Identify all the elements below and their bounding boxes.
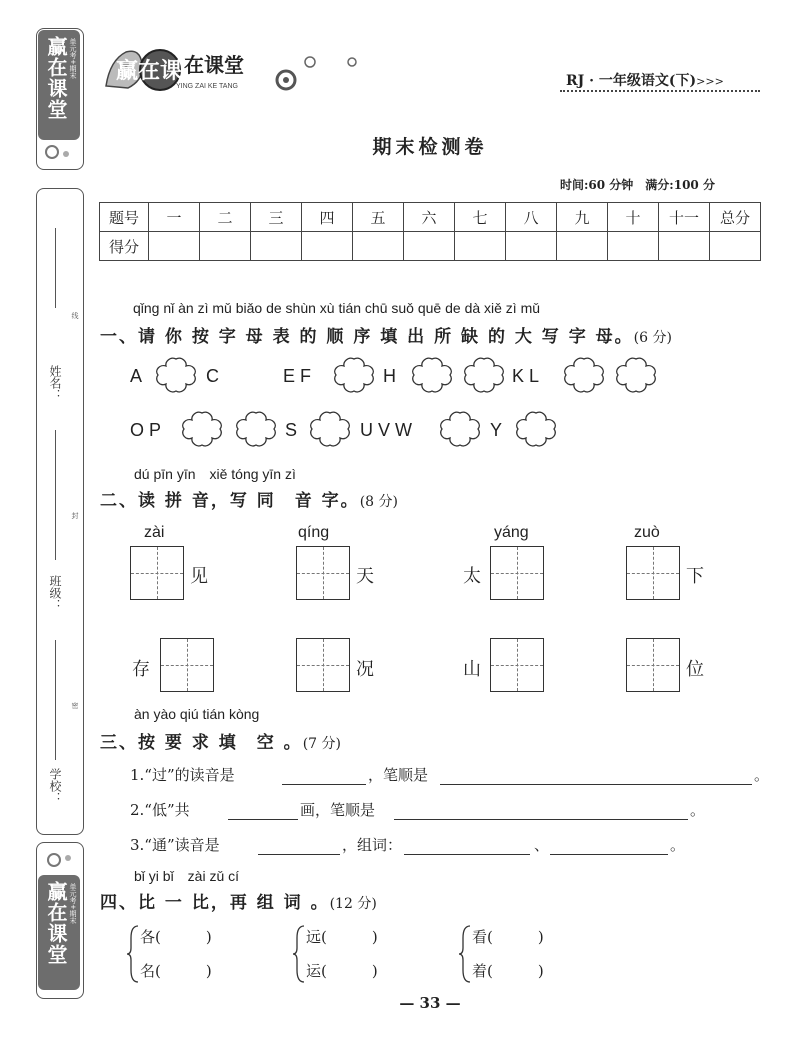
q4-word[interactable]: 远( ) (306, 928, 378, 946)
q4-pinyin: bǐ yi bǐ zài zǔ cí (134, 868, 240, 884)
brand-sub: 单元考+期末 (69, 38, 77, 79)
score-cell[interactable] (659, 232, 710, 261)
brand-sub-bottom: 单元考+期末 (69, 883, 77, 924)
swirl-icon-bottom (42, 848, 78, 872)
svg-text:在课堂: 在课堂 (184, 53, 244, 77)
subject-label: RJ · 一年级语文(下)>>> (566, 73, 724, 89)
q3-item3-text2: ，组词： (342, 836, 403, 854)
q3-pinyin: àn yào qiú tián kòng (134, 706, 260, 722)
school-line (55, 640, 56, 760)
table-header-cell: 一 (149, 203, 200, 232)
writing-box[interactable] (296, 638, 350, 692)
q4-word[interactable]: 看( ) (472, 928, 544, 946)
seal-hint-close: 密 (71, 702, 79, 709)
score-cell[interactable] (149, 232, 200, 261)
brace-icon (292, 924, 306, 984)
q2-pinyin-item: yáng (494, 524, 529, 541)
answer-blank[interactable] (440, 784, 752, 785)
q2-char: 况 (356, 659, 374, 680)
table-header-cell: 七 (455, 203, 506, 232)
brace-icon (458, 924, 472, 984)
score-cell[interactable] (608, 232, 659, 261)
flower-blank[interactable] (330, 356, 378, 394)
table-header-cell: 三 (251, 203, 302, 232)
q2-char: 下 (686, 566, 704, 587)
answer-blank[interactable] (228, 819, 298, 820)
q3-item3-text: 3.“通”读音是 (130, 836, 220, 854)
score-cell[interactable] (455, 232, 506, 261)
q2-char: 天 (356, 566, 374, 587)
logo-pinyin: YING ZAI KE TANG (176, 83, 238, 90)
table-header-cell: 六 (404, 203, 455, 232)
q3-title: 三、按 要 求 填 空 。(7 分) (100, 733, 341, 753)
q3-item2-end: 。 (690, 801, 706, 819)
q3-item1-text: 1.“过”的读音是 (130, 766, 235, 784)
q2-pinyin: dú pīn yīn xiě tóng yīn zì (134, 466, 296, 482)
q2-pinyin-item: zài (144, 524, 165, 541)
time-info: 时间:60 分钟 满分:100 分 (560, 178, 715, 192)
brace-icon (126, 924, 140, 984)
q2-pinyin-item: qíng (298, 524, 330, 541)
name-label: 姓名： (48, 365, 62, 401)
flower-blank[interactable] (306, 410, 354, 448)
q2-title: 二、读 拼 音，写 同 音 字。(8 分) (100, 491, 398, 511)
page-number: — 33 — (399, 994, 461, 1012)
page-title: 期末检测卷 (372, 136, 488, 158)
q1-title: 一、请 你 按 字 母 表 的 顺 序 填 出 所 缺 的 大 写 字 母。(6 分) (100, 327, 672, 347)
table-header-cell: 五 (353, 203, 404, 232)
table-header-cell: 十一 (659, 203, 710, 232)
q2-char: 山 (463, 659, 481, 680)
score-cell[interactable] (302, 232, 353, 261)
table-header-cell: 十 (608, 203, 659, 232)
writing-box[interactable] (626, 638, 680, 692)
score-cell[interactable] (200, 232, 251, 261)
name-line (55, 228, 56, 308)
score-cell[interactable] (710, 232, 761, 261)
q1-letter: O P (130, 420, 162, 440)
flower-blank[interactable] (232, 410, 280, 448)
writing-box[interactable] (130, 546, 184, 600)
table-score-label: 得分 (100, 232, 149, 261)
brand-text: 赢在课堂 (44, 36, 68, 120)
q3-item2-text2: 画，笔顺是 (300, 801, 376, 819)
q2-char: 太 (463, 566, 481, 587)
score-table (99, 202, 761, 261)
table-header-cell: 九 (557, 203, 608, 232)
q3-item1-text2: ，笔顺是 (368, 766, 429, 784)
flower-blank[interactable] (152, 356, 200, 394)
answer-blank[interactable] (394, 819, 688, 820)
q4-word[interactable]: 名( ) (140, 962, 212, 980)
q2-char: 位 (686, 659, 704, 680)
brand-badge-bottom (38, 875, 80, 990)
flower-blank[interactable] (178, 410, 226, 448)
q2-char: 见 (190, 566, 208, 587)
writing-box[interactable] (160, 638, 214, 692)
score-cell[interactable] (353, 232, 404, 261)
q2-pinyin-item: zuò (634, 524, 660, 541)
answer-blank[interactable] (404, 854, 530, 855)
q1-letter: Y (490, 420, 503, 440)
score-cell[interactable] (404, 232, 455, 261)
flower-blank[interactable] (612, 356, 660, 394)
writing-box[interactable] (490, 546, 544, 600)
flower-blank[interactable] (436, 410, 484, 448)
table-header-cell: 八 (506, 203, 557, 232)
logo-char: 赢在课堂 (115, 59, 205, 84)
q1-letter: K L (512, 366, 540, 386)
score-cell[interactable] (506, 232, 557, 261)
seal-hint-line: 线 (71, 312, 79, 319)
q3-item1-end: 。 (754, 766, 770, 784)
q1-letter: H (383, 366, 396, 386)
header-dotline (560, 90, 760, 92)
q4-word[interactable]: 运( ) (306, 962, 378, 980)
table-header-cell: 二 (200, 203, 251, 232)
q3-item3-sep: 、 (534, 836, 550, 854)
writing-box[interactable] (626, 546, 680, 600)
brand-logo (100, 40, 300, 96)
writing-box[interactable] (296, 546, 350, 600)
flower-blank[interactable] (408, 356, 456, 394)
score-cell[interactable] (251, 232, 302, 261)
q4-word[interactable]: 着( ) (472, 962, 544, 980)
score-cell[interactable] (557, 232, 608, 261)
table-header-cell: 四 (302, 203, 353, 232)
answer-blank[interactable] (550, 854, 668, 855)
q1-pinyin: qǐng nǐ àn zì mǔ biǎo de shùn xù tián chū suǒ quē de dà xiě zì mǔ (133, 300, 541, 316)
class-label: 班级： (48, 575, 62, 611)
q3-item2-text: 2.“低”共 (130, 801, 190, 819)
seal-hint-seal: 封 (71, 512, 79, 519)
answer-blank[interactable] (258, 854, 340, 855)
writing-box[interactable] (490, 638, 544, 692)
bubbles-icon (300, 52, 360, 82)
q4-title: 四、比 一 比，再 组 词 。(12 分) (100, 893, 377, 913)
flower-blank[interactable] (460, 356, 508, 394)
q1-letter: A (130, 366, 143, 386)
q1-letter: S (285, 420, 298, 440)
flower-blank[interactable] (512, 410, 560, 448)
table-header-label: 题号 (100, 203, 149, 232)
q4-word[interactable]: 各( ) (140, 928, 212, 946)
brand-text-bottom: 赢在课堂 (44, 881, 68, 965)
flower-blank[interactable] (560, 356, 608, 394)
answer-blank[interactable] (282, 784, 366, 785)
brand-badge-top (38, 30, 80, 140)
q3-item3-end: 。 (670, 836, 686, 854)
q1-letter: U V W (360, 420, 412, 440)
q2-char: 存 (132, 659, 150, 680)
q1-letter: E F (283, 366, 312, 386)
q1-letter: C (206, 366, 219, 386)
school-label: 学校： (48, 768, 62, 804)
class-line (55, 430, 56, 560)
table-header-cell: 总分 (710, 203, 761, 232)
